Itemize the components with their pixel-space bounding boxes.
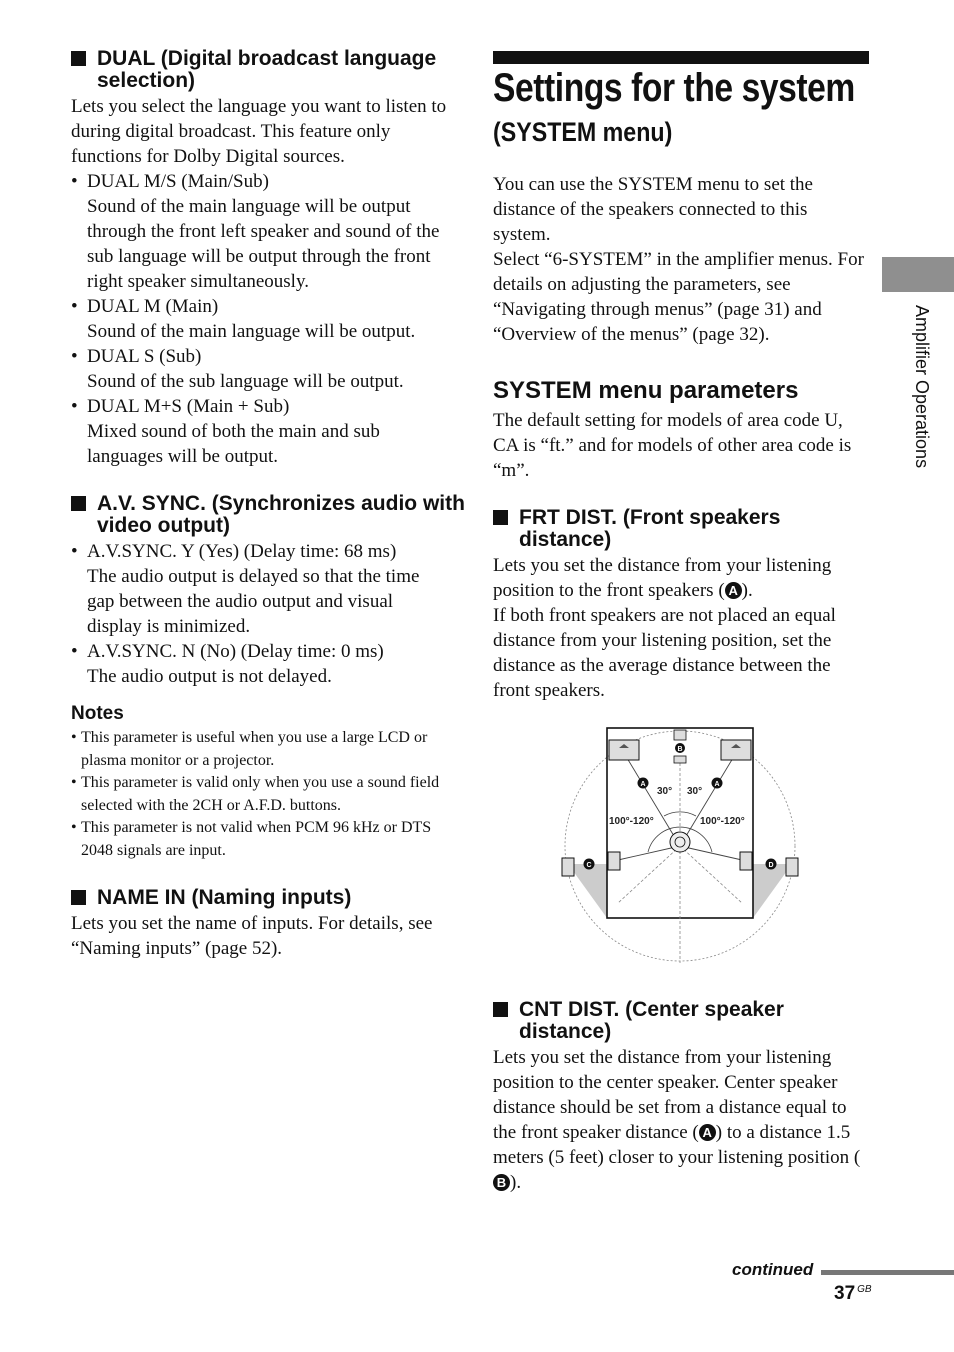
bullet-icon: • [71, 729, 77, 746]
namein-heading: NAME IN (Naming inputs) [71, 887, 473, 909]
angle-label-rear-right: 100°-120° [700, 816, 745, 827]
rear-right-speaker-icon [786, 858, 798, 876]
note-item: • This parameter is valid only when you use a sound field selected with the 2CH or A.F.D. buttons. [71, 774, 440, 814]
square-bullet-icon [493, 510, 508, 525]
list-item: • DUAL M (Main) Sound of the main language will be output. [71, 296, 416, 342]
cnt-heading: CNT DIST. (Center speaker distance) [493, 999, 859, 1043]
marker-a-icon: A [699, 1124, 716, 1141]
square-bullet-icon [71, 890, 86, 905]
listener-icon [670, 832, 690, 852]
dual-intro: Lets you select the language you want to listen to during digital broadcast. This feature only functions for Dolby Digital sources. [71, 96, 447, 167]
front-left-speaker-icon [609, 740, 639, 760]
intro-paragraph-2: Select “6-SYSTEM” in the amplifier menus. For details on adjusting the parameters, see “Navigating through menus” (page 31) and “Overview of the menus” (page 32). [493, 249, 864, 345]
rear-right-dashed [680, 846, 742, 903]
list-item: • A.V.SYNC. Y (Yes) (Delay time: 68 ms) The audio output is delayed so that the time gap between the audio output and visual display is minimized. [71, 541, 420, 637]
list-item: • DUAL S (Sub) Sound of the sub language will be output. [71, 346, 404, 392]
front-left-line [624, 753, 680, 846]
surround-right-speaker-icon [740, 852, 752, 870]
marker-c-label: C [586, 862, 592, 869]
marker-a-label: A [714, 781, 720, 788]
rear-left-dashed [618, 846, 680, 903]
section-side-label: Amplifier Operations [912, 305, 932, 469]
frt-heading: FRT DIST. (Front speakers distance) [493, 507, 859, 551]
bullet-icon: • [71, 396, 78, 417]
params-heading: SYSTEM menu parameters [493, 377, 799, 404]
marker-d-label: D [768, 862, 774, 869]
page-title: Settings for the system [493, 66, 855, 110]
avsync-options-list [71, 539, 447, 689]
bullet-icon: • [71, 346, 78, 367]
speaker-placement-diagram [558, 718, 803, 968]
params-body: The default setting for models of area code U, CA is “ft.” and for models of other area code is “m”. [493, 410, 852, 481]
intro-paragraph-1: You can use the SYSTEM menu to set the distance of the speakers connected to this system. [493, 174, 813, 245]
section-tab [882, 257, 954, 292]
center-speaker-icon [674, 730, 686, 740]
cnt-body: Lets you set the distance from your listening position to the center speaker. Center speaker distance should be set from a distance equal to the front speaker distance ( A ) to a distance 1.5 meters (5 feet) closer to your listening position (B ). [493, 1047, 861, 1193]
bullet-icon: • [71, 296, 78, 317]
dual-options-list [71, 169, 447, 469]
note-item: • This parameter is useful when you use a large LCD or plasma monitor or a projector. [71, 729, 428, 769]
angle-label-rear-left: 100°-120° [609, 816, 654, 827]
continued-rule [821, 1270, 954, 1275]
frt-body-2: If both front speakers are not placed an equal distance from your listening position, set the distance as the average distance between the front speakers. [493, 605, 836, 701]
front-right-speaker-icon [721, 740, 751, 760]
notes-list [71, 727, 447, 862]
marker-b-label: B [677, 746, 683, 753]
bullet-icon: • [71, 171, 78, 192]
frt-body-1: Lets you set the distance from your listening position to the front speakers ( A ). [493, 555, 832, 601]
marker-b-icon: B [493, 1174, 510, 1191]
title-bar-rule [493, 51, 869, 64]
marker-a-icon: A [725, 582, 742, 599]
marker-a-label: A [640, 781, 646, 788]
rear-left-speaker-icon [562, 858, 574, 876]
page-number: 37 $^{GB}$ [834, 1283, 872, 1304]
front-right-line [680, 753, 736, 846]
angle-label-front-right: 30° [687, 786, 703, 797]
list-item: • DUAL M+S (Main + Sub) Mixed sound of both the main and sub languages will be output. [71, 396, 380, 467]
bullet-icon: • [71, 774, 77, 791]
bullet-icon: • [71, 541, 78, 562]
continued-label: continued [732, 1260, 814, 1279]
list-item: • DUAL M/S (Main/Sub) Sound of the main language will be output through the front left speaker and sound of the sub language will be output through the front right speaker simultaneously. [71, 171, 440, 292]
square-bullet-icon [71, 496, 86, 511]
dual-heading: DUAL (Digital broadcast language selection) [71, 48, 457, 92]
page-subtitle: (SYSTEM menu) [493, 117, 673, 147]
note-item: • This parameter is not valid when PCM 96 kHz or DTS 2048 signals are input. [71, 819, 432, 859]
bullet-icon: • [71, 819, 77, 836]
notes-heading: Notes [71, 703, 124, 724]
avsync-heading: A.V. SYNC. (Synchronizes audio with video output) [71, 493, 473, 537]
namein-body: Lets you set the name of inputs. For details, see “Naming inputs” (page 52). [71, 913, 433, 959]
angle-label-front-left: 30° [657, 786, 673, 797]
surround-left-speaker-icon [608, 852, 620, 870]
center-speaker-near-icon [674, 756, 686, 763]
bullet-icon: • [71, 641, 78, 662]
square-bullet-icon [71, 51, 86, 66]
list-item: • A.V.SYNC. N (No) (Delay time: 0 ms) The audio output is not delayed. [71, 641, 384, 687]
square-bullet-icon [493, 1002, 508, 1017]
